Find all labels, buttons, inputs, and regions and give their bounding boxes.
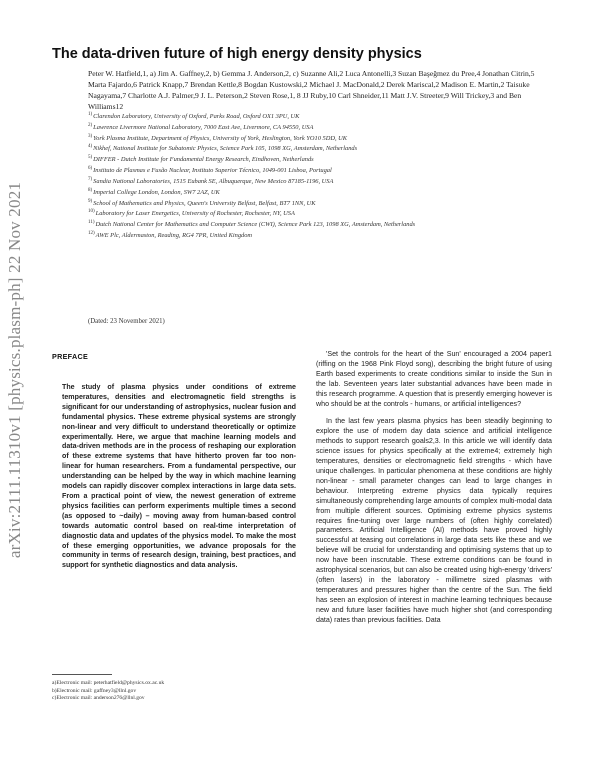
affiliation-item: $^{2)}$Lawrence Livermore National Laboratory, 7000 East Ave, Livermore, CA 94550, USA	[88, 122, 314, 131]
affiliation-item: $^{5)}$DIFFER - Dutch Institute for Fundamental Energy Research, Eindhoven, Netherlands	[88, 155, 314, 164]
affiliation-item: $^{12)}$AWE Plc, Aldermaston, Reading, RG4 7PR, United Kingdom	[88, 231, 253, 240]
arxiv-identifier: arXiv:2111.11310v1 [physics.plasm-ph] 22 Nov 2021	[5, 181, 24, 559]
affiliation-item: $^{3)}$York Plasma Institute, Department of Physics, University of York, Heslington, York YO10 5DD, UK	[88, 133, 348, 142]
body-column-right	[316, 350, 552, 633]
footnote-item: c)Electronic mail: anderson276@llnl.gov	[52, 695, 145, 702]
body-paragraph: In the last few years plasma physics has been steadily beginning to explore the use of modern day data science and artificial intelligence methods to support research goals2,3. In this article we will identify data science issues for physics specifically at the extreme4; extremely high temperatures, densities or electromagnetic field strengths - which have unique challenges. In particular phenomena at these conditions are highly non-linear - small parameter changes can lead to large changes in behaviour. Interpreting extreme physics data typically requires simultaneously comprehending large amounts of complex multi-modal data from multiple different sources. Optimising extreme physics systems requires fine-tuning over large numbers of (often highly correlated) parameters. Artificial Intelligence (AI) methods have proved highly successful at teasing out correlations in large data sets like these and we believe will be crucial for understanding and optimising systems that up to now have been inscrutable. These extreme conditions can be found in astrophysical scenarios, but can also be created using high-energy 'drivers' (often lasers) in the laboratory - millimetre sized plasmas with temperatures and pressures higher than the centre of the Sun. The field has seen an explosion of interest in machine learning techniques because new and future laser facilities have much higher shot (and corresponding data) rates than previous facilities. Data	[316, 417, 552, 624]
author-list: Peter W. Hatfield,1, a) Jim A. Gaffney,2, b) Gemma J. Anderson,2, c) Suzanne Ali,2 Luca Antonelli,3 Suzan Başeğmez du Pree,4 Jonathan Citrin,5 Marta Fajardo,6 Patrick Knapp,7 Brendan Kettle,8 Bogdan Kustowski,2 Michael J. MacDonald,2 Derek Mariscal,2 Madison E. Martin,2 Taisuke Nagayama,7 Charlotte A.J. Palmer,9 J. L. Peterson,2 Steven Rose,1, 8 JJ Ruby,10 Carl Shneider,11 Matt J.V. Streeter,9 Will Trickey,3 and Ben Williams12	[88, 69, 535, 111]
affiliation-item: $^{9)}$School of Mathematics and Physics, Queen's University Belfast, Belfast, BT7 1NN, UK	[88, 198, 316, 207]
footnote-divider	[52, 674, 112, 675]
footnote-item: a)Electronic mail: peterhatfield@physics.ox.ac.uk	[52, 680, 165, 686]
section-heading-preface: PREFACE	[52, 352, 89, 361]
affiliation-item: $^{10)}$Laboratory for Laser Energetics, University of Rochester, Rochester, NY, USA	[88, 209, 295, 218]
arxiv-sidebar-stamp	[2, 130, 28, 610]
affiliation-list	[88, 111, 518, 241]
affiliation-item: $^{11)}$Dutch National Center for Mathematics and Computer Science (CWI), Science Park 123, 1098 XG, Amsterdam, Netherlands	[88, 220, 416, 229]
footnote-list	[52, 680, 292, 703]
affiliation-item: $^{6)}$Instituto de Plasmas e Fusão Nuclear, Instituto Superior Técnico, 1049-001 Lisboa, Portugal	[88, 166, 332, 175]
affiliation-item: $^{4)}$Nikhef, National Institute for Subatomic Physics, Science Park 105, 1098 XG, Amsterdam, Netherlands	[88, 144, 358, 153]
abstract-paragraph: The study of plasma physics under conditions of extreme temperatures, densities and electromagnetic field strengths is significant for our understanding of astrophysics, nuclear fusion and fundamental physics. These extreme physical systems are strongly non-linear and very difficult to understand theoretically or optimize experimentally. Here, we argue that machine learning models and data-driven methods are in the process of reshaping our exploration of these extreme systems that have hitherto proven far too non-linear for human researchers. From a fundamental perspective, our understanding can be helped by the way in which machine learning models can rapidly discover complex interactions in large data sets. From a practical point of view, the newest generation of extreme physics facilities can perform experiments multiple times a second (as opposed to ~daily) – moving away from human-based control towards automatic control based on real-time interpretation of diagnostic data and updates of the physics model. To make the most of these emerging opportunities, we advance proposals for the community in terms of research design, training, best practices, and support for synthetic diagnostics and data analysis.	[62, 383, 296, 570]
dated-line: (Dated: 23 November 2021)	[88, 318, 165, 325]
affiliation-item: $^{8)}$Imperial College London, London, SW7 2AZ, UK	[88, 187, 220, 196]
paper-title: The data-driven future of high energy density physics	[52, 46, 422, 62]
footnote-item: b)Electronic mail: gaffney3@llnl.gov	[52, 687, 137, 694]
affiliation-item: $^{1)}$Clarendon Laboratory, University of Oxford, Parks Road, Oxford OX1 3PU, UK	[88, 112, 300, 121]
body-paragraph: 'Set the controls for the heart of the Sun' encouraged a 2004 paper1 (riffing on the 1968 Pink Floyd song), describing the bright future of using Earth based experiments to create conditions similar to inside the Sun in the lab. Seventeen years later substantial advances have been made in this research programme. A question that is presently emerging however is who should be at the controls - humans, or artificial intelligences?	[316, 350, 552, 408]
affiliation-item: $^{7)}$Sandia National Laboratories, 1515 Eubank SE, Albuquerque, New Mexico 87185-1196, USA	[88, 176, 334, 186]
